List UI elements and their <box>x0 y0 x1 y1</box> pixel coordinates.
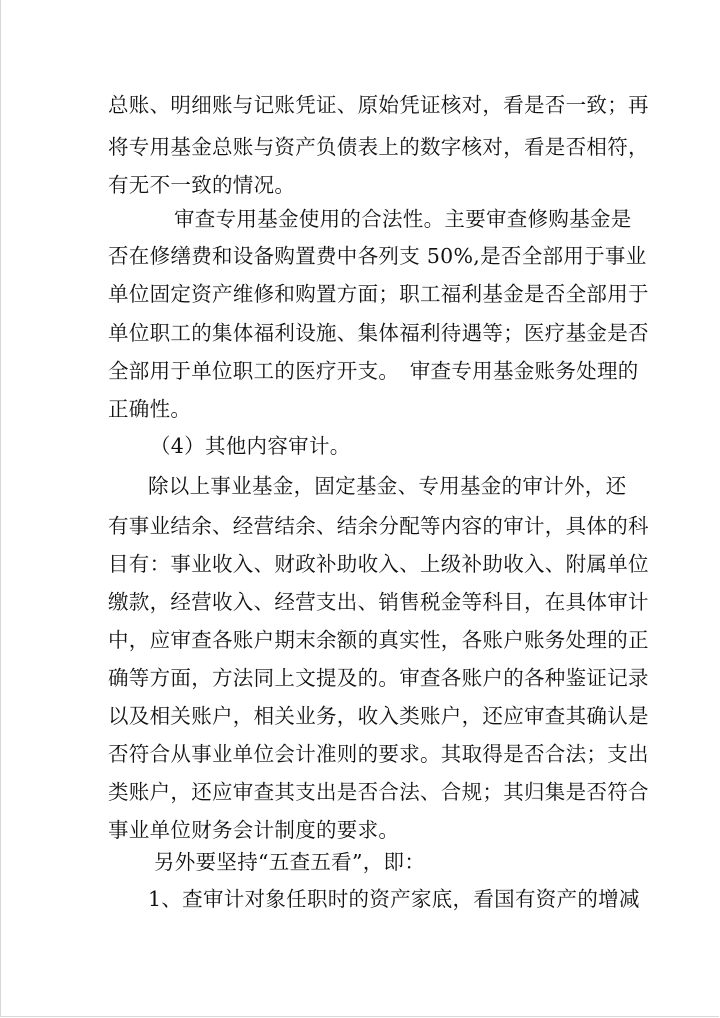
text-line: 类账户，还应审查其支出是否合法、合规；其归集是否符合 <box>108 780 649 804</box>
text-line: 有无不一致的情况。 <box>108 173 296 197</box>
text-line: 总账、明细账与记账凭证、原始凭证核对，看是否一致；再 <box>108 93 649 117</box>
text-line: 中，应审查各账户期末余额的真实性，各账户账务处理的正 <box>108 628 649 652</box>
text-line: 另外要坚持“五查五看”，即： <box>154 850 426 874</box>
text-line: 除以上事业基金，固定基金、专用基金的审计外，还 <box>148 474 627 498</box>
text-line: 正确性。 <box>108 397 192 421</box>
text-line: 确等方面，方法同上文提及的。审查各账户的各种鉴证记录 <box>108 666 649 690</box>
text-line: 目有：事业收入、财政补助收入、上级补助收入、附属单位 <box>108 552 649 576</box>
text-line: 否符合从事业单位会计准则的要求。其取得是否合法；支出 <box>108 742 649 766</box>
text-line: 否在修缮费和设备购置费中各列支 50%,是否全部用于事业 <box>108 244 647 268</box>
text-line: 审查专用基金使用的合法性。主要审查修购基金是 <box>174 207 632 231</box>
text-line: 将专用基金总账与资产负债表上的数字核对，看是否相符， <box>108 135 649 159</box>
text-line: 全部用于单位职工的医疗开支。 审查专用基金账务处理的 <box>108 359 639 383</box>
text-line: 单位固定资产维修和购置方面；职工福利基金是否全部用于 <box>108 282 649 306</box>
text-line: 有事业结余、经营结余、结余分配等内容的审计，具体的科 <box>108 514 649 538</box>
section-heading: （4）其他内容审计。 <box>150 434 351 458</box>
list-item: 1、查审计对象任职时的资产家底，看国有资产的增减 <box>148 887 640 911</box>
text-line: 缴款，经营收入、经营支出、销售税金等科目，在具体审计 <box>108 590 649 614</box>
text-line: 以及相关账户，相关业务，收入类账户，还应审查其确认是 <box>108 704 649 728</box>
text-line: 单位职工的集体福利设施、集体福利待遇等；医疗基金是否 <box>108 321 649 345</box>
text-line: 事业单位财务会计制度的要求。 <box>108 818 400 842</box>
